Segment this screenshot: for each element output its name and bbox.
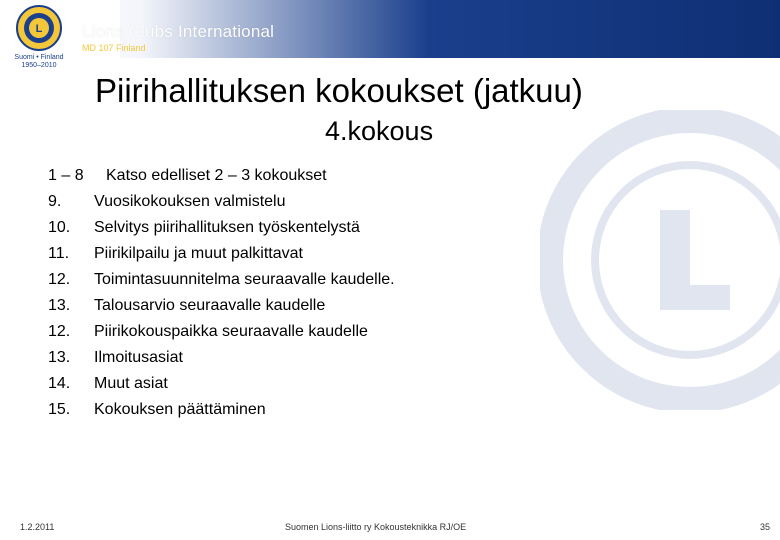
agenda-item-number: 14.	[48, 375, 71, 392]
agenda-item-number: 15.	[48, 401, 71, 418]
agenda-item	[48, 319, 568, 345]
agenda-item	[48, 241, 568, 267]
agenda-item-number: 9.	[48, 193, 62, 210]
agenda-item-text: Toimintasuunnitelma seuraavalle kaudelle.	[94, 271, 395, 288]
logo-caption-country: Suomi • Finland	[14, 54, 64, 61]
agenda-item-number: 12.	[48, 271, 71, 288]
agenda-item-text: Piirikokouspaikka seuraavalle kaudelle	[94, 323, 368, 340]
agenda-item-text: Muut asiat	[94, 375, 168, 392]
agenda-item-number: 1 – 8	[48, 167, 84, 184]
agenda-item-text: Talousarvio seuraavalle kaudelle	[94, 297, 326, 314]
agenda-list	[48, 163, 568, 423]
agenda-item-text: Katso edelliset 2 – 3 kokoukset	[106, 167, 327, 184]
org-district: MD 107 Finland	[82, 43, 146, 53]
agenda-item-text: Kokouksen päättäminen	[94, 401, 266, 418]
slide-subtitle: 4.kokous	[325, 116, 434, 146]
lions-emblem-icon	[10, 4, 68, 52]
agenda-item-number: 10.	[48, 219, 71, 236]
footer-organization: Suomen Lions-liitto ry Kokousteknikka RJ/OE	[285, 522, 467, 532]
agenda-item-number: 13.	[48, 349, 71, 366]
agenda-item-number: 11.	[48, 245, 70, 262]
agenda-item-text: Vuosikokouksen valmistelu	[94, 193, 286, 210]
svg-text:L: L	[35, 23, 43, 35]
agenda-item	[48, 163, 568, 189]
agenda-item	[48, 189, 568, 215]
lions-watermark-icon	[540, 110, 780, 410]
agenda-item-text: Piirikilpailu ja muut palkittavat	[94, 245, 303, 262]
agenda-item	[48, 215, 568, 241]
agenda-item-text: Selvitys piirihallituksen työskentelystä	[94, 219, 360, 236]
agenda-item	[48, 397, 568, 423]
logo-caption-years: 1950–2010	[21, 62, 57, 69]
lions-logo	[10, 4, 68, 70]
agenda-item-number: 13.	[48, 297, 71, 314]
agenda-item	[48, 267, 568, 293]
agenda-item-number: 12.	[48, 323, 71, 340]
logo-caption	[10, 54, 68, 70]
agenda-item	[48, 371, 568, 397]
page-number: 35	[760, 522, 771, 532]
agenda-item	[48, 293, 568, 319]
agenda-item-text: Ilmoitusasiat	[94, 349, 183, 366]
footer-date: 1.2.2011	[20, 522, 55, 532]
agenda-item	[48, 345, 568, 371]
slide-title: Piirihallituksen kokoukset (jatkuu)	[95, 72, 583, 109]
org-name: Lions Clubs International	[82, 22, 275, 41]
